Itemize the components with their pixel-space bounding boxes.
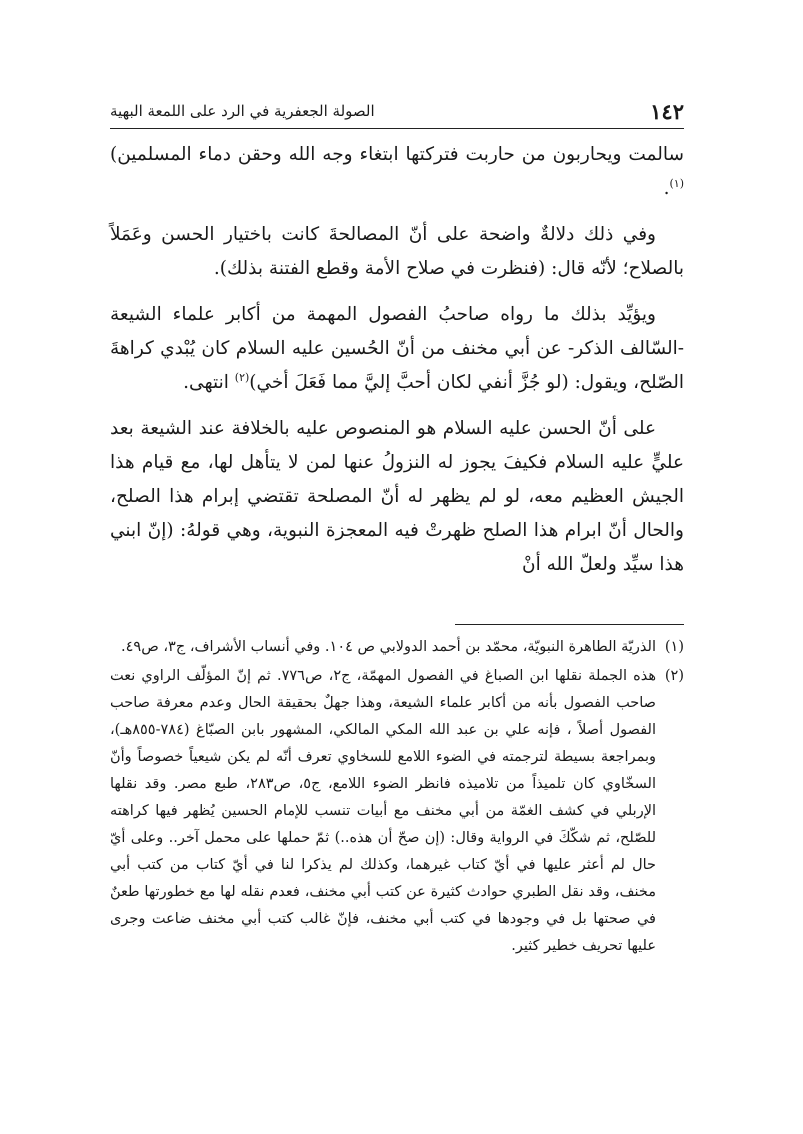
paragraph-text: وفي ذلك دلالةٌ واضحة على أنّ المصالحةَ كانت باختيار الحسن وعَمَلاً بالصلاح؛ لأنّه قال: (فنظرت في صلاح الأمة وقطع الفتنة بذلك). (110, 224, 684, 279)
footnote-mark: (٢) (664, 668, 684, 684)
paragraph-text: على أنّ الحسن عليه السلام هو المنصوص عليه بالخلافة عند الشيعة بعد عليٍّ عليه السلام فكيفَ يجوز له النزولُ عنها لمن لا يتأهل لها، مع قيام هذا الجيش العظيم معه، لو لم يظهر له أنّ المصلحة تقتضي إبرام هذا الصلح، والحال أنّ ابرام هذا الصلح ظهرتْ فيه المعجزة النبوية، وهي قولهُ: (إنّ ابني هذا سيِّد ولعلّ الله أنْ (110, 418, 684, 575)
page-number: ١٤٢ (650, 98, 684, 124)
running-title: الصولة الجعفرية في الرد على اللمعة البهية (110, 102, 375, 120)
footnote (110, 663, 684, 960)
paragraph-end: انتهى. (183, 372, 235, 393)
footnote-ref[interactable]: (٢) (234, 370, 250, 384)
paragraph (110, 298, 684, 400)
footnote (110, 634, 684, 661)
paragraph-text: سالمت ويحاربون من حاربت فتركتها ابتغاء وجه الله وحقن دماء المسلمين) (110, 144, 684, 165)
footnote-mark: (١) (664, 639, 684, 655)
main-text (110, 138, 684, 594)
footnote-divider (455, 624, 684, 625)
footnote-text: هذه الجملة نقلها ابن الصباغ في الفصول المهمّة، ج٢، ص٧٧٦. ثم إنّ المؤلّف الراوي نعت صاحب الفصول بأنه من أكابر علماء الشيعة، وهذا جهلٌ بحقيقة الحال وعدم معرفة صاحب الفصول أصلاً ، فإنه علي بن عبد الله المكي المالكي، المشهور بابن الصبّاغ (٧٨٤-٨٥٥هـ)، وبمراجعة بسيطة لترجمته في الضوء اللامع للسخاوي تعرف أنّه لم يكن شيعياً خصوصاً وأنّ السخّاوي كان تلميذاً من تلاميذه فانظر الضوء اللامع، ج٥، ص٢٨٣، طبع مصر. وقد نقلها الإربلي في كشف الغمّة من أبي مخنف مع أبيات تنسب للإمام الحسين يُظهر فيها كراهته للصّلح، ثم شكّكَ في الرواية وقال: (إن صحّ أن هذه..) ثمّ حملها على محمل آخر.. وعلى أيّ حال لم أعثر عليها في أيّ كتاب غيرهما، وكذلك لم يذكرا لنا في أيّ كتاب من كتب أبي مخنف، وقد نقل الطبري حوادث كثيرة عن كتب أبي مخنف، فعدم نقله لها مع خطورتها طعنٌ في صحتها بل في وجودها في كتب أبي مخنف، فإنّ غالب كتب أبي مخنف ضاعت وجرى عليها تحريف خطير كثير. (110, 668, 656, 954)
paragraph-text: ويؤيِّد بذلك ما رواه صاحبُ الفصول المهمة من أكابر علماء الشيعة -السّالف الذكر- عن أبي مخنف من أنّ الحُسين عليه السلام كان يُبْدي كراهةَ الصّلح، ويقول: (لو جُزَّ أنفي لكان أحبَّ إليَّ مما فَعَلَ أخي) (110, 304, 684, 393)
paragraph (110, 218, 684, 286)
footnotes (110, 634, 684, 962)
footnote-ref[interactable]: (١) (669, 176, 684, 190)
paragraph (110, 138, 684, 206)
running-header (110, 94, 684, 129)
paragraph-end: . (663, 178, 670, 199)
footnote-text: الذريّة الطاهرة النبويّة، محمّد بن أحمد الدولابي ص ١٠٤. وفي أنساب الأشراف، ج٣، ص٤٩. (121, 639, 656, 655)
paragraph (110, 412, 684, 582)
